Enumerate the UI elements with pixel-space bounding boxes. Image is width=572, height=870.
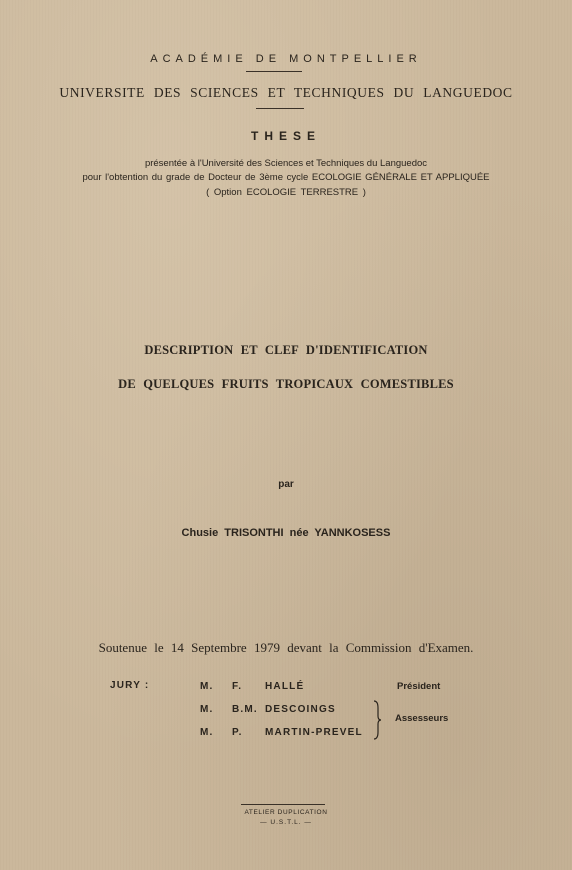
university-heading: UNIVERSITE DES SCIENCES ET TECHNIQUES DU LANGUEDOC <box>59 85 513 100</box>
thesis-title-line-2: DE QUELQUES FRUITS TROPICAUX COMESTIBLES <box>118 377 454 391</box>
option-line: ( Option ECOLOGIE TERRESTRE ) <box>206 187 366 198</box>
these-heading: THESE <box>250 129 321 143</box>
stamp-line-1: ATELIER DUPLICATION <box>244 809 328 816</box>
academie-heading: ACADÉMIE DE MONTPELLIER <box>150 53 422 65</box>
divider-rule <box>256 108 304 109</box>
presentation-line: présentée à l'Université des Sciences et Techniques du Languedoc <box>144 158 428 169</box>
stamp-line-2: — U.S.T.L. — <box>260 819 312 826</box>
president-role: Président <box>397 681 441 692</box>
author-name: Chusie TRISONTHI née YANNKOSESS <box>181 527 391 539</box>
jury-member-initials: F. <box>232 681 243 692</box>
assesseurs-role: Assesseurs <box>395 713 449 724</box>
jury-member-title: M. <box>200 704 214 715</box>
thesis-title-line-1: DESCRIPTION ET CLEF D'IDENTIFICATION <box>144 343 428 357</box>
jury-member-title: M. <box>200 727 214 738</box>
brace-icon <box>372 700 382 740</box>
par-label: par <box>278 479 294 490</box>
divider-rule <box>246 71 302 72</box>
jury-member-name: MARTIN-PREVEL <box>265 727 363 738</box>
jury-member-name: HALLÉ <box>265 681 305 692</box>
jury-member-name: DESCOINGS <box>265 704 336 715</box>
jury-member-initials: P. <box>232 727 243 738</box>
jury-member-initials: B.M. <box>232 704 258 715</box>
defense-statement: Soutenue le 14 Septembre 1979 devant la Commission d'Examen. <box>98 640 474 655</box>
degree-line: pour l'obtention du grade de Docteur de 3ème cycle ECOLOGIE GÉNÉRALE ET APPLIQUÉE <box>82 172 490 183</box>
jury-member-title: M. <box>200 681 214 692</box>
jury-label: JURY : <box>110 680 150 691</box>
